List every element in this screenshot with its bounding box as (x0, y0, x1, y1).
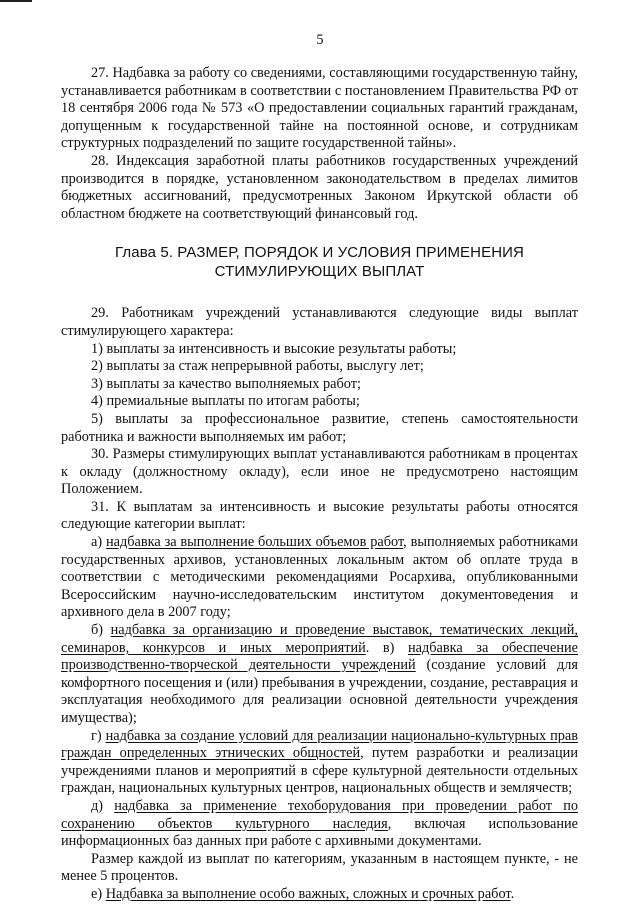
list-item: 3) выплаты за качество выполняемых работ; (91, 375, 361, 392)
page-number: 5 (316, 32, 324, 48)
item-e-text: . (510, 885, 515, 902)
item-a-text: , выполняемых работниками государственных архивов, установленных локальным актом об оплате труда в соответствии с методическими рекомендациями Росархива, опубликованными Всероссийским научно-исследовательским институтом документоведения и архивного дела в 2007 году; (61, 534, 578, 621)
item-a (61, 534, 578, 622)
item-d-text: , включая использование информационных баз данных при работе с архивными документами. (61, 815, 578, 850)
item-b-v (61, 622, 578, 728)
item-e-underlined-text: Надбавка за выполнение особо важных, сложных и срочных работ (105, 885, 511, 902)
document-body (61, 65, 578, 904)
item-v-text: (создание условий для комфортного посещения и (или) пребывания в учреждении, создание, реставрация и эксплуатация необходимого для реализации основной деятельности учреждения имущества); (61, 657, 578, 726)
list-item: 1) выплаты за интенсивность и высокие результаты работы; (91, 340, 457, 357)
size-note: Размер каждой из выплат по категориям, указанным в настоящем пункте, - не менее 5 процентов. (61, 850, 578, 885)
paragraph-31-intro: 31. К выплатам за интенсивность и высокие результаты работы относятся следующие категории выплат: (61, 498, 578, 533)
chapter-title-line-2: СТИМУЛИРУЮЩИХ ВЫПЛАТ (214, 262, 425, 280)
item-a-prefix: а) (91, 534, 106, 551)
paragraph-28: 28. Индексация заработной платы работников государственных учреждений производится в порядке, установленном законодательством в пределах лимитов бюджетных ассигнований, предусмотренных Законом Иркутской области об областном бюджете на соответствующий финансовый год. (61, 152, 578, 222)
item-g-underlined-text: надбавка за создание условий для реализации национально-культурных прав граждан определенных этнических общностей (61, 727, 578, 762)
paragraph-29-intro: 29. Работникам учреждений устанавливаются следующие виды выплат стимулирующего характера: (61, 305, 578, 339)
item-g-prefix: г) (91, 727, 106, 744)
item-g (61, 728, 578, 798)
chapter-title-line-1: Глава 5. РАЗМЕР, ПОРЯДОК И УСЛОВИЯ ПРИМЕНЕНИЯ (115, 244, 524, 262)
list-item: 4) премиальные выплаты по итогам работы; (91, 393, 360, 410)
item-e (61, 886, 578, 904)
paragraph-30: 30. Размеры стимулирующих выплат устанавливаются работникам в процентах к окладу (должностному окладу), если иное не предусмотрено настоящим Положением. (61, 446, 578, 498)
list-item: 5) выплаты за профессиональное развитие, степень самостоятельности работника и важности выполняемых им работ; (61, 410, 578, 445)
item-v-underlined-text: надбавка за обеспечение производственно-творческой деятельности учреждений (61, 639, 578, 674)
item-b-text: . (365, 639, 383, 656)
list-item: 2) выплаты за стаж непрерывной работы, выслугу лет; (91, 358, 424, 375)
item-e-prefix: е) (91, 885, 106, 902)
paragraph-27: 27. Надбавка за работу со сведениями, составляющими государственную тайну, устанавливается работникам в соответствии с постановлением Правительства РФ от 18 сентября 2006 года № 573 «О предоставлении социальных гарантий гражданам, допущенным к государственной тайне на постоянной основе, и сотрудникам структурных подразделений по защите государственной тайны». (61, 65, 578, 152)
item-b-prefix: б) (91, 622, 111, 639)
scan-corner-mark (0, 0, 32, 2)
chapter-title (61, 244, 578, 281)
item-d-underlined-text: надбавка за применение техоборудования при проведении работ по сохранению объектов культурного наследия (61, 797, 578, 832)
item-a-underlined-text: надбавка за выполнение больших объемов работ (105, 534, 404, 551)
item-d (61, 798, 578, 851)
item-v-prefix: в) (382, 639, 409, 656)
item-g-text: , путем разработки и реализации учреждениями планов и мероприятий в сфере культурной деятельности отдельных граждан, национальных культурных центров, национальных обществ и землячеств; (61, 745, 578, 797)
item-d-prefix: д) (91, 797, 115, 814)
item-b-underlined-text: надбавка за организацию и проведение выставок, тематических лекций, семинаров, конкурсов и иных мероприятий (61, 622, 579, 656)
